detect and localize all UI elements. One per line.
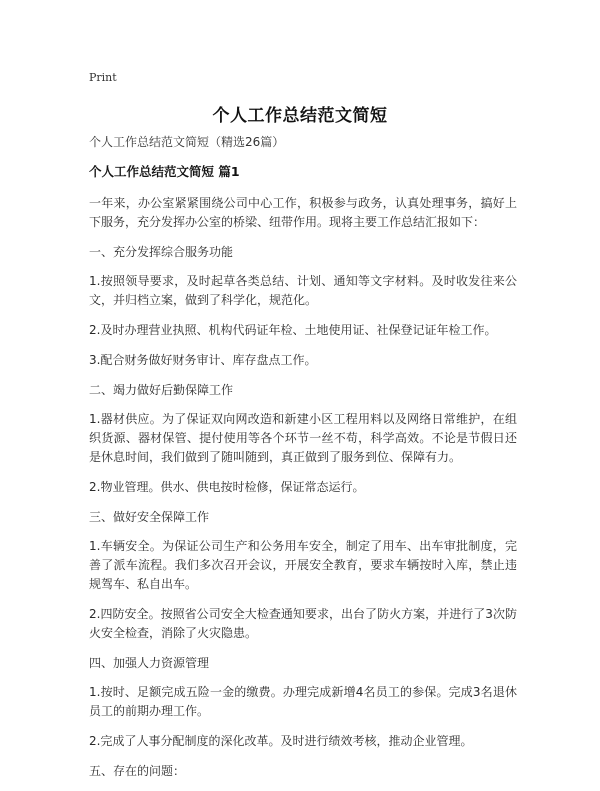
intro-paragraph: 一年来，办公室紧紧围绕公司中心工作，积极参与政务，认真处理事务，搞好上下服务，充分发挥办公室的桥梁、纽带作用。现将主要工作总结汇报如下： (89, 196, 517, 229)
section-heading-1: 一、充分发挥综合服务功能 (89, 245, 234, 259)
section-heading-5: 五、存在的问题： (89, 764, 186, 778)
document-subtitle: 个人工作总结范文简短（精选26篇） (89, 135, 285, 149)
paragraph: 2.完成了人事分配制度的深化改革。及时进行绩效考核，推动企业管理。 (89, 734, 473, 748)
section-heading-2: 二、竭力做好后勤保障工作 (89, 383, 234, 397)
paragraph: 1.按照领导要求，及时起草各类总结、计划、通知等文字材料。及时收发往来公文，并归档立案，做到了科学化，规范化。 (89, 274, 517, 307)
print-link[interactable]: Print (89, 71, 117, 84)
paragraph: 1.车辆安全。为保证公司生产和公务用车安全，制定了用车、出车审批制度，完善了派车流程。我们多次召开会议，开展安全教育，要求车辆按时入库，禁止违规驾车、私自出车。 (89, 539, 517, 591)
paragraph: 1.器材供应。为了保证双向网改造和新建小区工程用料以及网络日常维护，在组织货源、器材保管、提付使用等各个环节一丝不苟，科学高效。不论是节假日还是休息时间，我们做到了随叫随到，真正做到了服务到位、保障有力。 (89, 412, 517, 464)
section-heading-4: 四、加强人力资源管理 (89, 656, 210, 670)
paragraph: 3.配合财务做好财务审计、库存盘点工作。 (89, 353, 317, 367)
paragraph: 2.四防安全。按照省公司安全大检查通知要求，出台了防火方案，并进行了3次防火安全检查，消除了火灾隐患。 (89, 607, 517, 640)
document-body (89, 133, 517, 791)
section-title: 个人工作总结范文简短 篇1 (89, 164, 240, 179)
paragraph: 2.及时办理营业执照、机构代码证年检、土地使用证、社保登记证年检工作。 (89, 323, 497, 337)
paragraph: 2.物业管理。供水、供电按时检修，保证常态运行。 (89, 480, 365, 494)
paragraph: 1.按时、足额完成五险一金的缴费。办理完成新增4名员工的参保。完成3名退休员工的前期办理工作。 (89, 685, 517, 718)
document-title: 个人工作总结范文简短 (212, 106, 388, 126)
section-heading-3: 三、做好安全保障工作 (89, 510, 210, 524)
